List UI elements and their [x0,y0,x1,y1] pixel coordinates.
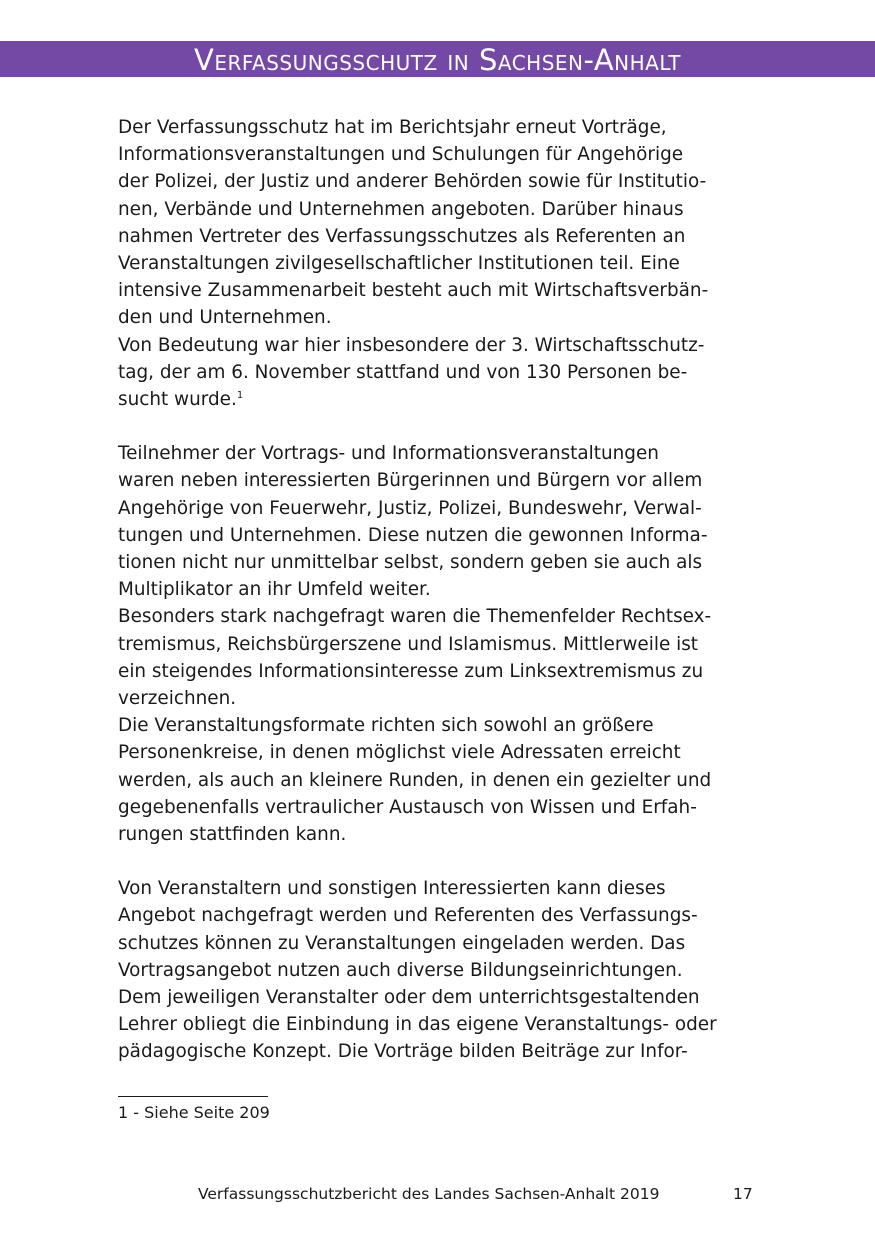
text-line: Die Veranstaltungsformate richten sich sowohl an größere [118,715,654,737]
text-line: Veranstaltungen zivilgesellschaftlicher Institutionen teil. Eine [118,252,680,274]
text-line: Personenkreise, in denen möglichst viele Adressaten erreicht [118,742,681,764]
text-line: intensive Zusammenarbeit besteht auch mit Wirtschaftsverbän- [118,280,709,302]
text-line: Multiplikator an ihr Umfeld weiter. [118,579,431,601]
text-line: Dem jeweiligen Veranstalter oder dem unterrichtsgestaltenden [118,987,700,1008]
paragraph-gap [118,413,758,440]
text-line-content: sucht wurde. [118,388,237,410]
text-line: Der Verfassungsschutz hat im Berichtsjahr erneut Vorträge, [118,117,667,138]
text-line: Von Veranstaltern und sonstigen Interessierten kann dieses [118,878,666,900]
text-line: schutzes können zu Veranstaltungen eingeladen werden. Das [118,932,686,954]
footnote-reference: 1 [236,389,244,401]
text-line: pädagogische Konzept. Die Vorträge bilden Beiträge zur Infor- [118,1041,688,1063]
paragraph-gap [118,848,758,875]
text-line: Lehrer obliegt die Einbindung in das eigene Veranstaltungs- oder [118,1014,717,1036]
text-line: tungen und Unternehmen. Diese nutzen die gewonnen Informa- [118,524,708,546]
text-line: Informationsveranstaltungen und Schulungen für Angehörige [118,144,684,166]
page-number: 17 [733,1185,753,1203]
text-line: der Polizei, der Justiz und anderer Behörden sowie für Institutio- [118,171,707,193]
page-header-title: Verfassungsschutz in Sachsen-Anhalt [194,43,681,77]
text-line: den und Unternehmen. [118,307,332,329]
text-line: Von Bedeutung war hier insbesondere der 3. Wirtschaftsschutz- [118,334,705,356]
text-line: rungen stattfinden kann. [118,823,347,845]
text-line: ein steigendes Informationsinteresse zum Linksextremismus zu [118,660,704,682]
footer-title: Verfassungsschutzbericht des Landes Sachsen-Anhalt 2019 [198,1185,660,1203]
text-line: Vortragsangebot nutzen auch diverse Bildungseinrichtungen. [118,959,683,981]
text-line: nen, Verbände und Unternehmen angeboten. Darüber hinaus [118,198,684,220]
text-line: verzeichnen. [118,687,237,709]
text-line: nahmen Vertreter des Verfassungsschutzes als Referenten an [118,225,686,247]
header-bar [0,41,875,77]
text-line: tag, der am 6. November stattfand und von 130 Personen be- [118,361,688,383]
text-line: tionen nicht nur unmittelbar selbst, sondern geben sie auch als [118,552,703,573]
text-line: tremismus, Reichsbürgerszene und Islamismus. Mittlerweile ist [118,633,699,655]
text-line: Besonders stark nachgefragt waren die Themenfelder Rechtsex- [118,606,712,628]
text-line-with-footnote [118,386,758,413]
footnote-separator [118,1096,268,1097]
text-line: Teilnehmer der Vortrags- und Informationsveranstaltungen [118,443,659,465]
text-line: Angehörige von Feuerwehr, Justiz, Polizei, Bundeswehr, Verwal- [118,497,702,519]
body-text [118,114,758,1066]
footnote: 1 - Siehe Seite 209 [118,1103,270,1122]
text-line: Angebot nachgefragt werden und Referenten des Verfassungs- [118,905,698,927]
text-line: waren neben interessierten Bürgerinnen und Bürgern vor allem [118,470,703,492]
text-line: gegebenenfalls vertraulicher Austausch von Wissen und Erfah- [118,796,697,818]
text-line: werden, als auch an kleinere Runden, in denen ein gezielter und [118,769,712,791]
